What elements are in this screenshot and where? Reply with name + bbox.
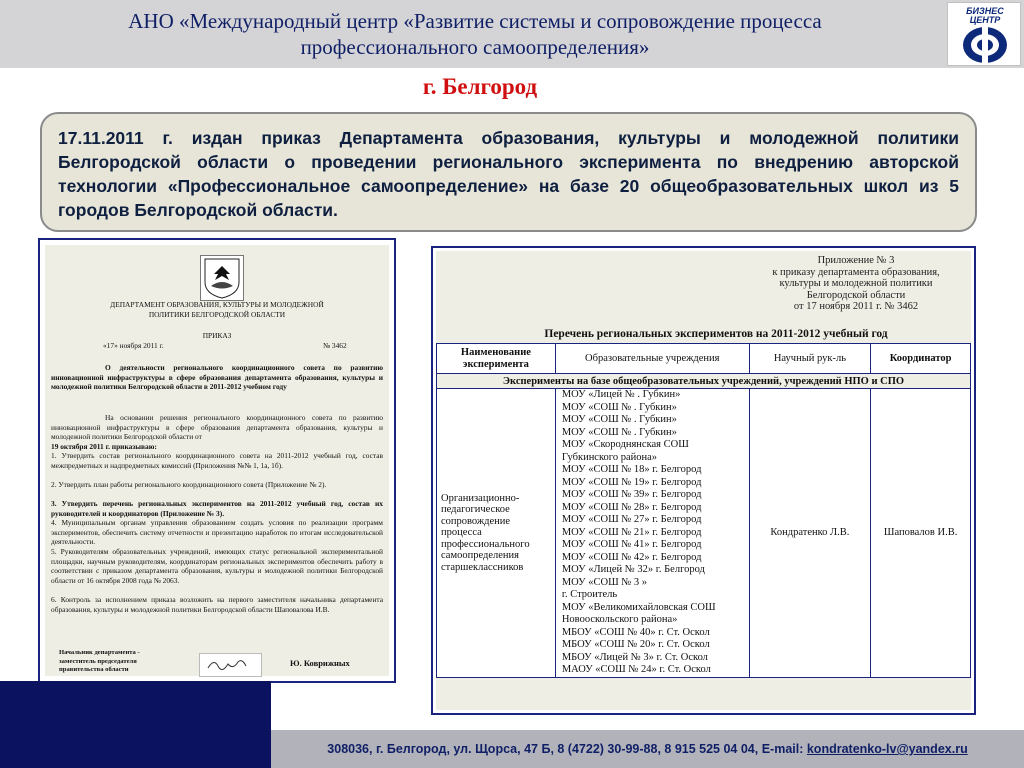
school-item: МОУ «Лицей № . Губкин» (561, 389, 681, 400)
school-item: МОУ «СОШ № 28» г. Белгород (561, 501, 702, 513)
order-item-4: 4. Муниципальным органам управления образованием создать условия по реализации программ экспериментов, обеспечить систему отчетности и презентацию наработок по итогам исследовательской деятельности. (51, 518, 383, 546)
school-item: МОУ «СОШ № 19» г. Белгород (561, 476, 702, 488)
school-item: МБОУ «СОШ № 40» г. Ст. Оскол (561, 626, 710, 638)
annex-document-image (431, 246, 976, 715)
logo-text-line2: ЦЕНТР (969, 15, 1001, 25)
school-item: МОУ «СОШ № . Губкин» (561, 414, 677, 425)
column-header: Наименование эксперимента (437, 344, 556, 374)
school-item: МБОУ «Лицей № 3» г. Ст. Оскол (561, 651, 708, 663)
order-signer-title-line2: заместитель председателя (59, 657, 137, 665)
school-item: МОУ «СОШ № 39» г. Белгород (561, 489, 702, 500)
order-item-6: 6. Контроль за исполнением приказа возложить на первого заместителя начальника департамента образования, культуры и молодежной политики Белгородской области Шаповалова И.В. (51, 595, 383, 614)
order-signer-title-line3: правительства области (59, 666, 129, 673)
annex-title: Перечень региональных экспериментов на 2011-2012 учебный год (544, 328, 888, 340)
column-header: Научный рук-ль (749, 344, 871, 374)
appendix-line: к приказу департамента образования, (772, 266, 940, 278)
appendix-line: культуры и молодежной политики (779, 278, 933, 289)
footer-contacts (271, 730, 1024, 768)
school-item: МОУ «Лицей № 32» г. Белгород (561, 564, 705, 575)
header-title-line2: профессионального самоопределения» (300, 35, 650, 59)
school-item: МБОУ «СОШ № 20» г. Ст. Оскол (561, 639, 710, 650)
order-dept-line2: ПОЛИТИКИ БЕЛГОРОДСКОЙ ОБЛАСТИ (148, 309, 286, 319)
school-item: г. Строитель (561, 589, 618, 600)
experiments-table (436, 343, 971, 678)
order-basis: На основании решения регионального координационного совета по развитию инновационной инфраструктуры в сфере образования департамента образования, культуры и молодежной политики Белгородской области от (51, 413, 383, 441)
experiment-name-cell: Организационно-педагогическое сопровождение процесса профессионального самоопределения старшеклассников (437, 389, 556, 678)
order-dept-line1: ДЕПАРТАМЕНТ ОБРАЗОВАНИЯ, КУЛЬТУРЫ И МОЛОДЕЖНОЙ (110, 300, 324, 309)
section-header: Эксперименты на базе общеобразовательных учреждений, учреждений НПО и СПО (437, 374, 971, 389)
appendix-line: от 17 ноября 2011 г. № 3462 (793, 301, 919, 312)
order-basis-date: 19 октября 2011 г. приказываю: (51, 442, 157, 451)
order-item-1: 1. Утвердить состав регионального координационного совета на 2011-2012 учебный год, состав межпредметных и надпредметных комиссий (Приложения №№ 1, 1а, 1б). (51, 451, 383, 470)
column-header: Образовательные учреждения (555, 344, 749, 374)
annex-page (436, 251, 971, 710)
school-item: МОУ «СОШ № 18» г. Белгород (561, 464, 702, 475)
footer-address: 308036, г. Белгород, ул. Щорса, 47 Б, 8 (4722) 30-99-88, 8 915 525 04 04, E-mail: (327, 742, 807, 756)
order-item-2: 2. Утвердить план работы регионального координационного совета (Приложение № 2). (51, 480, 327, 489)
logo-text-line1: БИЗНЕС (966, 6, 1004, 16)
logo-emblem-icon (960, 25, 1010, 65)
school-item: МАОУ «СОШ № 24» г. Ст. Оскол (561, 664, 711, 675)
school-item: МОУ «Великомихайловская СОШ (561, 601, 716, 613)
signature-icon (199, 653, 262, 677)
school-item: МОУ «СОШ № 41» г. Белгород (561, 539, 702, 550)
coordinator-cell: Шаповалов И.В. (871, 389, 971, 678)
footer-email-link[interactable]: kondratenko-lv@yandex.ru (806, 742, 968, 756)
schools-cell (555, 389, 749, 678)
order-document-image (38, 238, 396, 683)
school-item: Новооскольского района» (561, 614, 678, 625)
school-item: МОУ «СОШ № 42» г. Белгород (561, 551, 702, 563)
order-signer-name: Ю. Коврижных (290, 658, 350, 668)
order-item-3: 3. Утвердить перечень региональных экспериментов на 2011-2012 учебный год, состав их руководителей и координаторов (Приложение № 3). (51, 499, 383, 518)
business-center-logo (947, 2, 1021, 66)
info-callout (40, 112, 977, 232)
table-row (437, 389, 971, 678)
info-text: 17.11.2011 г. издан приказ Департамента образования, культуры и молодежной политики Белгородской области о проведении регионального эксперимента по внедрению авторской технологии «Профессиональное самоопределение» на базе 20 общеобразовательных школ из 5 городов Белгородской области. (58, 128, 959, 220)
header-title-line1: АНО «Международный центр «Развитие системы и сопровождение процесса (128, 9, 822, 33)
table-header-row (437, 344, 971, 374)
appendix-line: Приложение № 3 (817, 255, 895, 266)
school-item: Губкинского района» (561, 451, 658, 463)
order-signer-title-line1: Начальник департамента - (59, 649, 140, 656)
order-item-5: 5. Руководителям образовательных учреждений, имеющих статус региональной экспериментальной площадки, научным руководителям, координаторам региональных экспериментов обеспечить работу в соответствии с приказом департамента образования, культуры и молодежной политики Белгородской области от 16 октября 2008 года № 2063. (51, 547, 383, 585)
bottom-left-block (0, 681, 271, 768)
supervisor-cell: Кондратенко Л.В. (749, 389, 871, 678)
appendix-line: Белгородской области (806, 289, 906, 301)
school-item: МОУ «СОШ № . Губкин» (561, 401, 677, 413)
belgorod-crest-icon (200, 255, 244, 301)
school-item: МОУ «СОШ № 27» г. Белгород (561, 514, 702, 525)
order-page (45, 245, 389, 676)
order-doc-type: ПРИКАЗ (202, 331, 232, 340)
order-number: № 3462 (323, 341, 347, 350)
order-dept-name (45, 300, 389, 319)
school-item: МОУ «Скороднянская СОШ (561, 439, 689, 450)
annex-header (436, 251, 971, 343)
order-signer-title (59, 649, 140, 675)
city-heading: г. Белгород (422, 74, 538, 99)
school-item: МОУ «СОШ № . Губкин» (561, 426, 677, 438)
header-title (70, 8, 880, 60)
school-item: МОУ «СОШ № 3 » (561, 576, 648, 588)
header-bar (0, 0, 1024, 68)
column-header: Координатор (871, 344, 971, 374)
order-subject: О деятельности регионального координационного совета по развитию инновационной инфраструктуры в сфере образования департамента образования, культуры и молодежной политики Белгородской области в 2011-2012 учебном году (51, 363, 383, 391)
appendix-reference (736, 255, 976, 313)
school-item: МОУ «СОШ № 21» г. Белгород (561, 526, 702, 538)
order-date: «17» ноября 2011 г. (103, 341, 164, 350)
table-section-row (437, 374, 971, 389)
